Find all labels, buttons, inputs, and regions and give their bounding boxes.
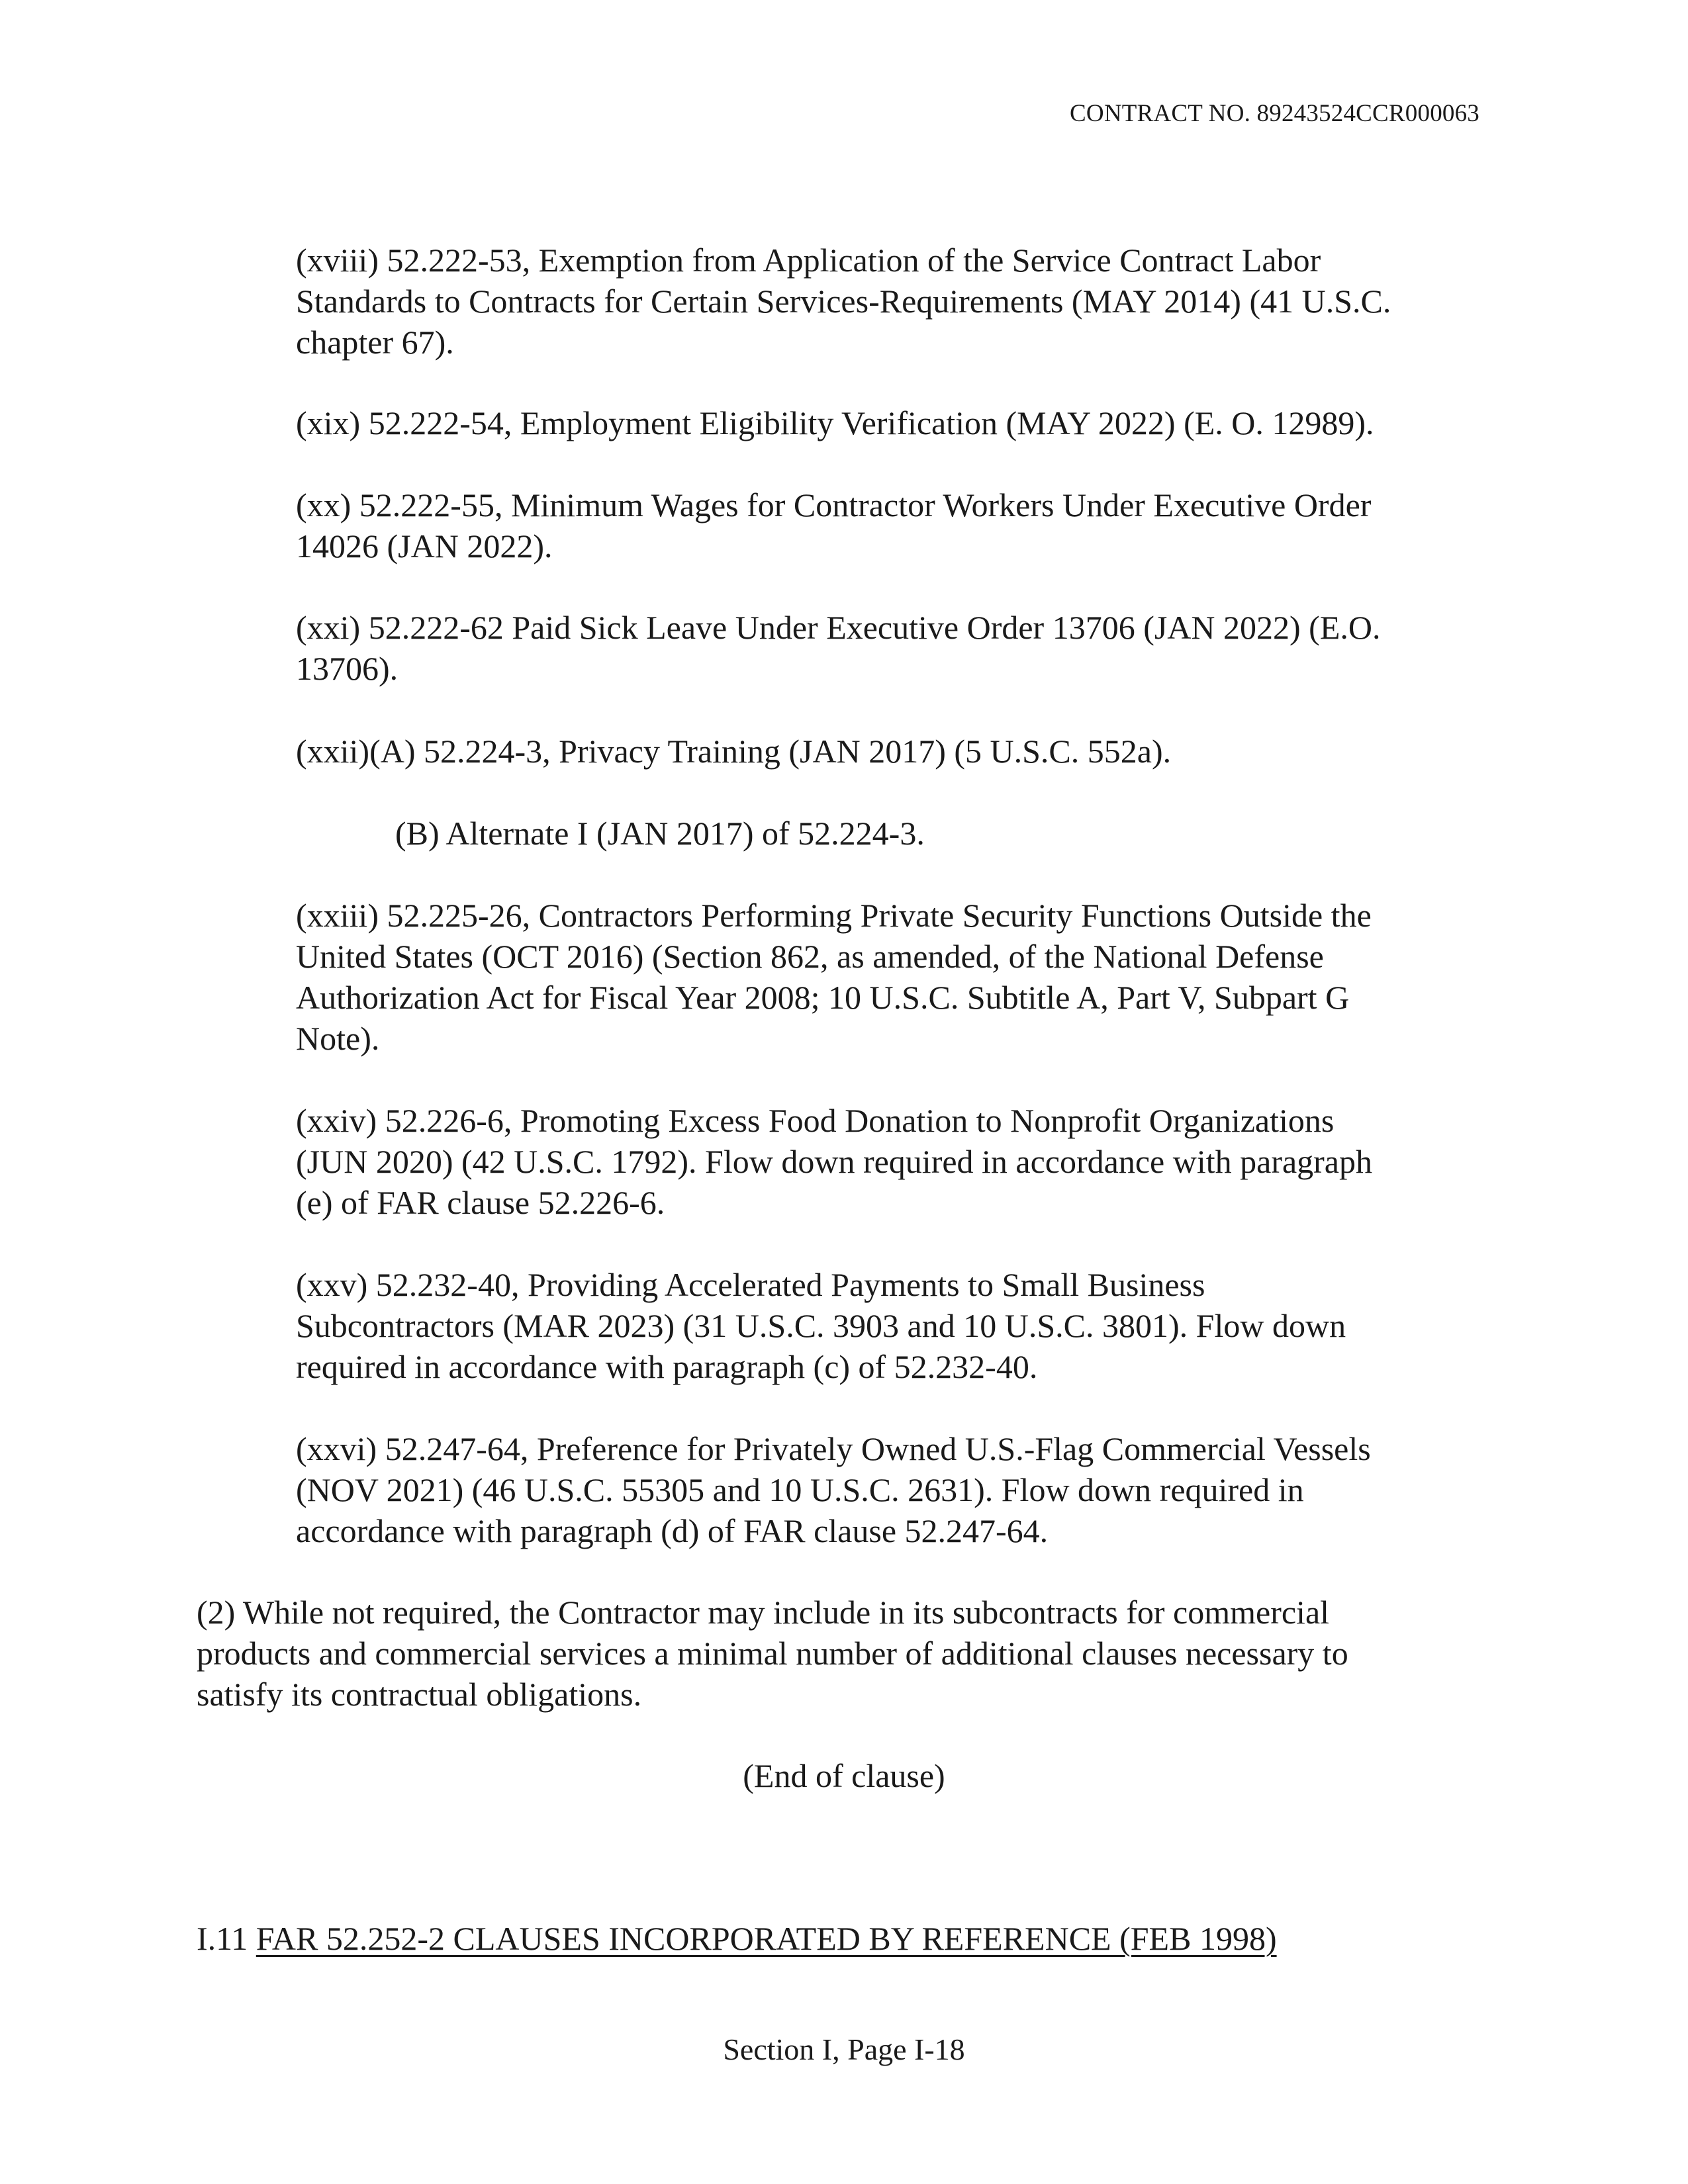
section-title: FAR 52.252-2 CLAUSES INCORPORATED BY REFERENCE (FEB 1998) [256,1920,1277,1957]
clause-item-xxiv: (xxiv) 52.226-6, Promoting Excess Food Donation to Nonprofit Organizations (JUN 2020) (42 U.S.C. 1792). Flow down required in accordance with paragraph (e) of FAR clause 52.226-6. [296,1102,1373,1221]
clause-item-xx: (xx) 52.222-55, Minimum Wages for Contractor Workers Under Executive Order 14026 (JAN 2022). [296,486,1372,565]
section-heading [197,1918,1277,1959]
clause-item-xix: (xix) 52.222-54, Employment Eligibility Verification (MAY 2022) (E. O. 12989). [296,404,1374,441]
clause-item-xviii: (xviii) 52.222-53, Exemption from Application of the Service Contract Labor Standards to Contracts for Certain Services-Requirements (MAY 2014) (41 U.S.C. chapter 67). [296,242,1391,361]
page-footer: Section I, Page I-18 [723,2032,965,2066]
clause-item-xxii-b: (B) Alternate I (JAN 2017) of 52.224-3. [395,815,925,852]
clause-item-xxii-a: (xxii)(A) 52.224-3, Privacy Training (JAN 2017) (5 U.S.C. 552a). [296,733,1172,770]
clause-item-xxv: (xxv) 52.232-40, Providing Accelerated Payments to Small Business Subcontractors (MAR 2023) (31 U.S.C. 3903 and 10 U.S.C. 3801). Flow down required in accordance with paragraph (c) of 52.232-40. [296,1266,1346,1385]
clause-item-xxi: (xxi) 52.222-62 Paid Sick Leave Under Executive Order 13706 (JAN 2022) (E.O. 13706). [296,609,1381,687]
clause-item-xxiii: (xxiii) 52.225-26, Contractors Performing Private Security Functions Outside the United States (OCT 2016) (Section 862, as amended, of the National Defense Authorization Act for Fiscal Year 2008; 10 U.S.C. Subtitle A, Part V, Subpart G Note). [296,897,1372,1057]
end-of-clause: (End of clause) [743,1757,945,1794]
section-number: I.11 [197,1920,256,1957]
contract-number-header: CONTRACT NO. 89243524CCR000063 [1070,100,1479,127]
paragraph-2: (2) While not required, the Contractor may include in its subcontracts for commercial products and commercial services a minimal number of additional clauses necessary to satisfy its contractual obligations. [197,1594,1348,1713]
clause-item-xxvi: (xxvi) 52.247-64, Preference for Privately Owned U.S.-Flag Commercial Vessels (NOV 2021) (46 U.S.C. 55305 and 10 U.S.C. 2631). Flow down required in accordance with paragraph (d) of FAR clause 52.247-64. [296,1430,1371,1549]
